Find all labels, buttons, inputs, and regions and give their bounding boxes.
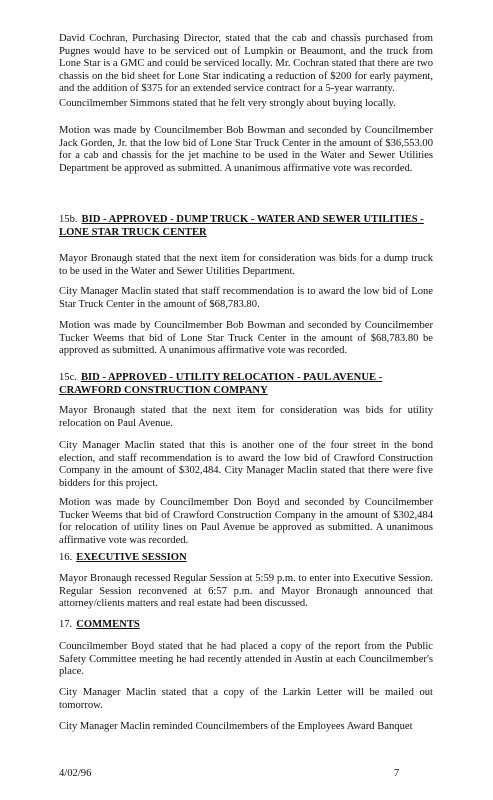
paragraph-utility-relocation-item: Mayor Bronaugh stated that the next item for consideration was bids for utility relocation on Paul Avenue. [59, 405, 433, 429]
paragraph-dump-truck-item: Mayor Bronaugh stated that the next item for consideration was bids for a dump truck to be used in the Water and Sewer Utilities Department. [59, 253, 433, 277]
heading-17 [59, 619, 433, 632]
paragraph-simmons-buy-locally: Councilmember Simmons stated that he felt very strongly about buying locally. [59, 98, 396, 109]
heading-16-title: EXECUTIVE SESSION [76, 552, 187, 563]
page-number: 7 [394, 768, 400, 779]
heading-15c [59, 372, 433, 397]
heading-15c-title: BID - APPROVED - UTILITY RELOCATION - PAUL AVENUE - CRAWFORD CONSTRUCTION COMPANY [59, 372, 383, 396]
heading-16-number: 16. [59, 552, 73, 563]
heading-17-title: COMMENTS [76, 619, 140, 630]
heading-15b-title: BID - APPROVED - DUMP TRUCK - WATER AND SEWER UTILITIES - LONE STAR TRUCK CENTER [59, 214, 424, 238]
paragraph-motion-cab-chassis: Motion was made by Councilmember Bob Bowman and seconded by Councilmember Jack Gorden, Jr. that the low bid of Lone Star Truck Center in the amount of $36,553.00 for a cab and chassis for the jet machine to be used in the Water and Sewer Utilities Department be approved as submitted. A unanimous affirmative vote was recorded. [59, 125, 433, 174]
paragraph-boyd-report: Councilmember Boyd stated that he had placed a copy of the report from the Public Safety Committee meeting he had recently attended in Austin at each Councilmember's place. [59, 641, 433, 678]
heading-17-number: 17. [59, 619, 73, 630]
paragraph-award-banquet: City Manager Maclin reminded Councilmembers of the Employees Award Banquet [59, 721, 413, 732]
paragraph-motion-utility-relocation: Motion was made by Councilmember Don Boyd and seconded by Councilmember Tucker Weems that bid of Crawford Construction Company in the amount of $302,484 for relocation of utility lines on Paul Avenue be approved as submitted. A unanimous affirmative vote was recorded. [59, 497, 433, 546]
heading-16 [59, 552, 433, 565]
paragraph-motion-dump-truck: Motion was made by Councilmember Bob Bowman and seconded by Councilmember Tucker Weems that bid of Lone Star Truck Center in the amount of $68,783.80 be approved as submitted. A unanimous affirmative vote was recorded. [59, 320, 433, 357]
heading-15c-number: 15c. [59, 372, 77, 383]
paragraph-larkin-letter: City Manager Maclin stated that a copy of the Larkin Letter will be mailed out tomorrow. [59, 687, 433, 711]
heading-15b-number: 15b. [59, 214, 78, 225]
paragraph-executive-session: Mayor Bronaugh recessed Regular Session at 5:59 p.m. to enter into Executive Session. Regular Session reconvened at 6:57 p.m. and Mayor Bronaugh announced that attorney/clients matters and real estate had been discussed. [59, 573, 433, 610]
paragraph-crawford-recommendation: City Manager Maclin stated that this is another one of the four street in the bond election, and staff recommendation is to award the low bid of Crawford Construction Company in the amount of $302,484. City Manager Maclin stated that there were five bidders for this project. [59, 440, 433, 489]
heading-15b [59, 214, 433, 239]
paragraph-dump-truck-recommendation: City Manager Maclin stated that staff recommendation is to award the low bid of Lone Star Truck Center in the amount of $68,783.80. [59, 286, 433, 310]
paragraph-cochran-service: David Cochran, Purchasing Director, stated that the cab and chassis purchased from Pugnes would have to be serviced out of Lumpkin or Beaumont, and the truck from Lone Star is a GMC and could be serviced locally. Mr. Cochran stated that there are two chassis on the bid sheet for Lone Star indicating a reduction of $200 for early payment, and the addition of $375 for an extended service contract for a 5-year warranty. [59, 33, 433, 95]
footer-date: 4/02/96 [59, 768, 92, 779]
